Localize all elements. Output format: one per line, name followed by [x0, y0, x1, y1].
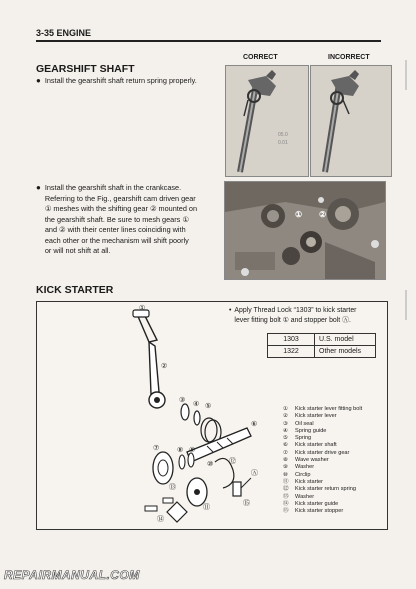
diagram-callout: ⑧: [177, 447, 184, 454]
legend-item: [283, 450, 362, 457]
legend-num: ⑦: [283, 449, 289, 456]
legend-label: Wave washer: [295, 457, 329, 464]
legend-item: [283, 435, 362, 442]
table-row: [268, 334, 376, 346]
bullet-2-line: ① meshes with the shifting gear ② mounted on: [44, 204, 198, 213]
bullet-dot: ●: [36, 76, 41, 85]
legend-item: [283, 428, 362, 435]
table-cell-model: Other models: [315, 346, 376, 358]
diagram-callout: ⑪: [203, 504, 210, 511]
legend-label: Spring: [295, 435, 312, 442]
note-line: lever fitting bolt ① and stopper bolt Ⓐ.: [234, 316, 351, 324]
legend-item: [283, 464, 362, 471]
correct-spring-photo: [225, 65, 309, 177]
legend-num: ⑬: [283, 493, 289, 500]
diagram-callout: ②: [161, 363, 168, 370]
legend-num: ⑭: [283, 500, 289, 507]
legend-num: ⑧: [283, 457, 289, 464]
legend-num: ⑥: [283, 442, 289, 449]
diagram-callout: ①: [139, 305, 146, 312]
bullet-2-line: each other or the mechanism will shift poorly: [44, 235, 189, 245]
binding-mark: [405, 290, 407, 320]
correct-shaft-illustration: [226, 66, 308, 176]
diagram-callout: ④: [193, 401, 200, 408]
diagram-callout: ⑦: [153, 445, 160, 452]
legend-label: Kick starter stopper: [295, 508, 344, 515]
legend-num: ⑪: [283, 478, 289, 485]
bullet-2-line: the gearshift shaft. Be sure to mesh gears ①: [44, 214, 189, 224]
diagram-callout: ⑨: [189, 447, 196, 454]
table-cell-code: 1303: [268, 334, 315, 346]
photo-callout-2: ②: [319, 210, 327, 219]
table-cell-model: U.S. model: [315, 334, 376, 346]
gearshift-bullet-2: [36, 183, 216, 257]
watermark: REPAIRMANUAL.COM: [4, 568, 140, 582]
bullet-2-text: [45, 183, 197, 257]
legend-num: ⑩: [283, 471, 289, 478]
kickstarter-title: KICK STARTER: [36, 284, 114, 296]
correct-heading: CORRECT: [243, 54, 278, 61]
diagram-callout: ⑭: [157, 516, 164, 523]
legend-num: ⑤: [283, 435, 289, 442]
legend-num: ④: [283, 427, 289, 434]
crankcase-illustration: [225, 182, 385, 279]
legend-label: Oil seal: [295, 420, 314, 427]
legend-num: ③: [283, 420, 289, 427]
table-cell-code: 1322: [268, 346, 315, 358]
legend-num: ⑨: [283, 464, 289, 471]
bullet-2-line: Referring to the Fig., gearshift cam driven gear: [44, 193, 196, 203]
legend-num: ①: [283, 406, 289, 412]
legend-item: [283, 472, 362, 479]
legend-label: Kick starter shaft: [295, 442, 337, 449]
crankcase-photo: [224, 181, 386, 280]
note-line: Apply Thread Lock “1303” to kick starter: [234, 307, 357, 314]
diagram-callout: ⑮: [243, 500, 250, 507]
legend-item: [283, 501, 362, 508]
bullet-2-line: and ② with their center lines coinciding with: [44, 225, 186, 234]
diagram-callout: ⑥: [251, 421, 258, 428]
note-bullet: •: [229, 307, 232, 314]
incorrect-spring-photo: [310, 65, 392, 177]
legend-item: [283, 479, 362, 486]
legend-label: Kick starter guide: [295, 500, 339, 507]
incorrect-heading: INCORRECT: [328, 54, 370, 61]
legend-label: Washer: [295, 493, 315, 500]
header-rule: [36, 40, 381, 42]
legend-item: [283, 421, 362, 428]
legend-num: ②: [283, 413, 289, 420]
binding-mark: [405, 60, 407, 90]
legend-item: [283, 442, 362, 449]
legend-label: Kick starter: [295, 478, 323, 485]
legend-item: [283, 494, 362, 501]
kickstarter-diagram-frame: [36, 301, 388, 530]
legend-label: Kick starter drive gear: [295, 449, 350, 456]
legend-num: ⑮: [283, 508, 289, 515]
page-number: 3-35 ENGINE: [36, 28, 92, 38]
bullet-dot: ●: [36, 183, 41, 192]
diagram-callout: ⑤: [205, 403, 212, 410]
legend-num: ⑫: [283, 486, 289, 493]
legend-label: Kick starter return spring: [295, 486, 356, 493]
kickstarter-exploded-view: [37, 302, 277, 529]
legend-label: Circlip: [295, 471, 311, 478]
bullet-2-line: Install the gearshift shaft in the crankcase.: [44, 183, 182, 192]
legend-item: [283, 413, 362, 420]
legend-item: [283, 457, 362, 464]
svg-text:05.0: 05.0: [278, 132, 288, 138]
diagram-callout: ③: [179, 397, 186, 404]
incorrect-shaft-illustration: [311, 66, 391, 176]
legend-item: [283, 486, 362, 493]
photo-callout-1: ①: [295, 210, 303, 219]
diagram-callout: ⑬: [169, 484, 176, 491]
bullet-2-line: or will not shift at all.: [44, 246, 111, 255]
legend-label: Kick starter lever: [295, 413, 337, 420]
thread-lock-table: [267, 333, 376, 358]
diagram-callout: ⑫: [229, 458, 236, 465]
diagram-callout: ⑩: [207, 461, 214, 468]
table-row: [268, 346, 376, 358]
legend-label: Kick starter lever fitting bolt: [295, 406, 363, 412]
bullet-1-text: Install the gearshift shaft return spring properly.: [44, 76, 197, 85]
legend-label: Spring guide: [295, 427, 327, 434]
gearshift-title: GEARSHIFT SHAFT: [36, 63, 135, 75]
legend-label: Washer: [295, 464, 315, 471]
parts-legend: [283, 406, 362, 515]
legend-item: [283, 406, 362, 413]
svg-text:0.01: 0.01: [278, 140, 288, 146]
gearshift-bullet-1: [36, 76, 216, 87]
legend-item: [283, 508, 362, 515]
diagram-callout: Ⓐ: [251, 470, 258, 477]
